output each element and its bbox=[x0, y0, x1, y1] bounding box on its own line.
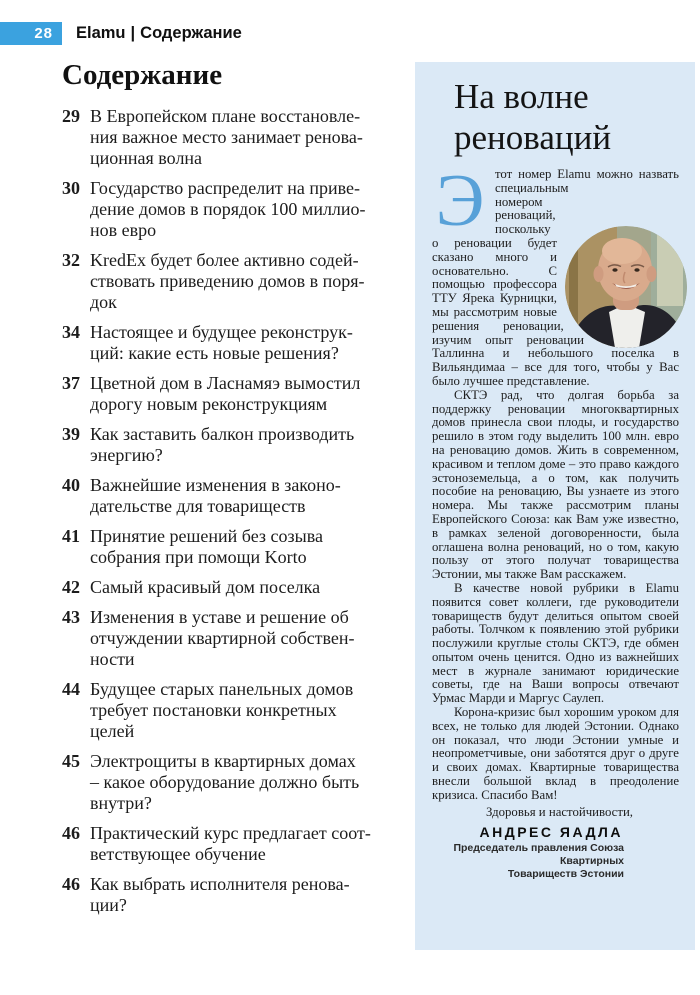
toc-item[interactable] bbox=[62, 823, 412, 865]
toc-item-title: Принятие решений без созыва собрания при помощи Korto bbox=[90, 526, 323, 567]
editorial-title bbox=[432, 76, 679, 158]
author-job-title bbox=[432, 842, 679, 881]
toc-page-number: 42 bbox=[62, 577, 80, 597]
page-header bbox=[0, 22, 700, 45]
toc-page-number: 44 bbox=[62, 679, 80, 699]
toc-page-number: 46 bbox=[62, 874, 80, 894]
editorial-title-line1: На волне bbox=[454, 77, 589, 116]
toc-item-title: В Европейском плане восстановле- ния важное место занимает ренова- ционная волна bbox=[90, 106, 363, 168]
toc-item-title: Как выбрать исполнителя ренова- ции? bbox=[90, 874, 350, 915]
toc-page-number: 43 bbox=[62, 607, 80, 627]
author-title-line2: Товариществ Эстонии bbox=[507, 868, 624, 881]
toc-item[interactable] bbox=[62, 250, 412, 313]
article-paragraph: тот номер Elamu можно назвать специальным номером реноваций, поскольку о реновации будет сказано много и основательно. С помощью профессора ТТУ Ярека Курницки, мы рассмотрим новые решения реновации, изучим опыт реновации Таллинна и небольшого поселка в Вильяндимаа – все для того, чтобы у Вас было лучшее представление. bbox=[432, 167, 679, 388]
magazine-name: Elamu bbox=[76, 24, 126, 42]
portrait-illustration bbox=[565, 226, 687, 348]
toc-item-title: Изменения в уставе и решение об отчуждении квартирной собствен- ности bbox=[90, 607, 355, 669]
toc-title: Содержание bbox=[62, 59, 223, 91]
toc-page-number: 30 bbox=[62, 178, 80, 198]
toc-item-title: Практический курс предлагает соот- ветствующее обучение bbox=[90, 823, 371, 864]
drop-cap-letter: Э bbox=[435, 160, 485, 242]
toc-page-number: 40 bbox=[62, 475, 80, 495]
toc-page-number: 37 bbox=[62, 373, 80, 393]
article-paragraph: В качестве новой рубрики в Elamu появится совет коллеги, где руководители товариществ будут делиться опытом своей работы. Толчком к появлению этой рубрики послужили круглые столы СКТЭ, где обмен опытом очень ценится. Одно из важнейших мест в журнале занимают юридические советы, где на Ваши вопросы отвечают Урмас Марди и Маргус Саулеп. bbox=[432, 580, 679, 706]
toc-item[interactable] bbox=[62, 373, 412, 415]
page-number: 28 bbox=[34, 25, 53, 42]
editorial-title-line2: реноваций bbox=[454, 118, 612, 157]
toc-page-number: 29 bbox=[62, 106, 80, 126]
toc-item-title: Как заставить балкон производить энергию? bbox=[90, 424, 355, 465]
editorial-panel bbox=[415, 62, 695, 950]
table-of-contents bbox=[62, 58, 412, 925]
closing-line: Здоровья и настойчивости, bbox=[486, 804, 633, 819]
toc-item[interactable] bbox=[62, 679, 412, 742]
author-title-line1: Председатель правления Союза Квартирных bbox=[453, 842, 624, 868]
toc-item-title: Государство распределит на приве- дение домов в порядок 100 миллио- нов евро bbox=[90, 178, 366, 240]
toc-item[interactable] bbox=[62, 526, 412, 568]
article-paragraph: Корона-кризис был хорошим уроком для всех, не только для людей Эстонии. Однако он показал, что люди Эстонии умные и неопрометчивые, они заботятся друг о друге и своих домах. Квартирные товарищества внесли большой вклад в преодоление кризиса. Спасибо Вам! bbox=[432, 705, 679, 802]
toc-page-number: 41 bbox=[62, 526, 80, 546]
toc-item[interactable] bbox=[62, 322, 412, 364]
toc-item-title: Настоящее и будущее реконструк- ций: какие есть новые решения? bbox=[90, 322, 353, 363]
toc-page-number: 34 bbox=[62, 322, 80, 342]
toc-item[interactable] bbox=[62, 751, 412, 814]
toc-item[interactable] bbox=[62, 607, 412, 670]
toc-item[interactable] bbox=[62, 424, 412, 466]
toc-item[interactable] bbox=[62, 475, 412, 517]
toc-page-number: 45 bbox=[62, 751, 80, 771]
toc-item-title: Цветной дом в Ласнамяэ вымостил дорогу новым реконструкциям bbox=[90, 373, 361, 414]
toc-item-title: Самый красивый дом поселка bbox=[90, 577, 321, 597]
toc-item-title: Электрощиты в квартирных домах – какое оборудование должно быть внутри? bbox=[90, 751, 360, 813]
toc-item-title: Важнейшие изменения в законо- дательстве для товариществ bbox=[90, 475, 341, 516]
toc-page-number: 39 bbox=[62, 424, 80, 444]
editorial-body bbox=[432, 160, 679, 881]
header-label bbox=[76, 24, 242, 43]
toc-page-number: 46 bbox=[62, 823, 80, 843]
toc-page-number: 32 bbox=[62, 250, 80, 270]
toc-item-title: Будущее старых панельных домов требует постановки конкретных целей bbox=[90, 679, 354, 741]
toc-item[interactable] bbox=[62, 106, 412, 169]
header-section-name: Содержание bbox=[140, 24, 242, 42]
article-paragraph: СКТЭ рад, что долгая борьба за поддержку реновации многоквартирных домов принесла свои плоды, и государство решило в этом году выделить 100 млн. евро на реновацию домов. Жить в современном, красивом и теплом доме – это право каждого эстоноземельца, а о том, как получить пособие на реновацию, Вы узнаете из этого номера. Мы также рассмотрим планы Европейского Союза: как Вам уже известно, в рамках зеленой договоренности, была оглашена волна реноваций, но о том, какую пользу от этого получат товарищества Эстонии, мы также Вам расскажем. bbox=[432, 387, 679, 582]
toc-list bbox=[62, 106, 412, 916]
toc-item[interactable] bbox=[62, 874, 412, 916]
page-number-badge bbox=[0, 22, 62, 45]
toc-item[interactable] bbox=[62, 577, 412, 598]
author-name: АНДРЕС ЯАДЛА bbox=[479, 823, 623, 840]
toc-item-title: KredEx будет более активно содей- ствовать приведению домов в поря- док bbox=[90, 250, 365, 312]
header-separator: | bbox=[130, 24, 136, 42]
author-portrait-photo bbox=[565, 226, 687, 348]
toc-item[interactable] bbox=[62, 178, 412, 241]
